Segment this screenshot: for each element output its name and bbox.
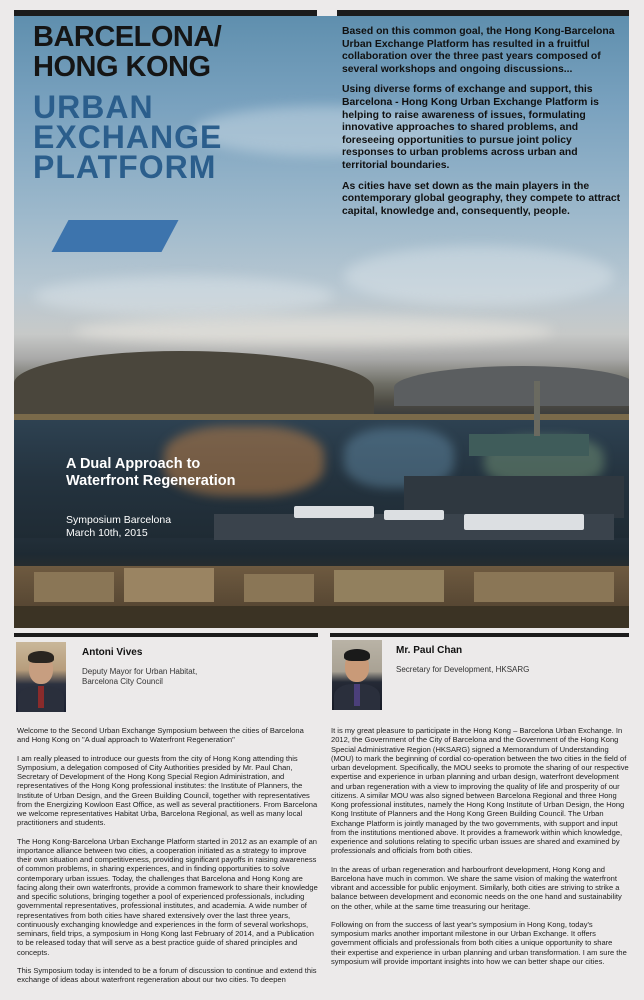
intro-paragraph: Using diverse forms of exchange and support, this Barcelona - Hong Kong Urban Exchange Platform is helping to raise awareness of issues, formulating innovative approaches to shared problems, and foreseeing opportunities to pursue joint policy responses to urban problems across urban and territorial boundaries. <box>342 84 599 171</box>
body-paragraph: This Symposium today is intended to be a forum of discussion to continue and extend this exchange of ideas about waterfront regeneration about our two cities. To deepen <box>17 965 317 984</box>
event-name: Symposium Barcelona <box>66 514 172 526</box>
page-subtitle <box>33 89 223 185</box>
building <box>34 572 114 602</box>
cruise-terminal <box>469 434 589 456</box>
speaker-role-line: Barcelona City Council <box>82 677 163 686</box>
intro-paragraph: As cities have set down as the main players in the contemporary global geography, they compete to attract capital, knowledge and, consequently, people. <box>342 180 621 217</box>
body-paragraph: It is my great pleasure to participate in the Hong Kong – Barcelona Urban Exchange. In 2012, the Government of the City of Barcelona and the Government of the Hong Kong Special Administrative Region (HKSARG) signed a Memorandum of Understanding (MOU) to mark the beginning of cordial co-operation between the two cities in the field of urban development. Specifically, the MOU seeks to promote the sharing of our respective expertise and experience in urban planning and urban design, waterfront development and urban regeneration with a view to improving the quality of life and prosperity of our citizens. A similar MOU was also signed between Barcelona Regional and three Hong Kong professional institutes, namely the Hong Kong Institute of Urban Design, the Hong Kong Institute of Planners and the Hong Kong Green Building Council. The Urban Exchange Platform is jointly managed by the two governments, with support and input from the institutions mentioned above. It provides a framework within which knowledge, experience and solutions relating to specific urban issues are shared and examined by professionals and officials from both cities. <box>331 726 629 856</box>
body-paragraph: The Hong Kong-Barcelona Urban Exchange Platform started in 2012 as an example of an importance alliance between two cities, a cooperation initiated as a strategy to improve their own situation and competitiveness, providing significant payoffs in raising awareness of common problems, in sharing experiences, and in finding opportunities to solve contemporary urban issues. Today, the challenges that Barcelona and Hong Kong are facing along their own waterfronts, provide a common framework to share their knowledge and specific solutions, bringing together a pool of experienced professionals, including governmental representatives, professional institutes, and academia. A wide number of representatives from both cities have shared extensively over the last three years, continuously exchanging knowledge and experiences in the form of several workshops, seminars, field trips, a symposium in Hong Kong last February of 2014, and a Publication to be released today that will serve as a best practice guide of shared principles and concepts. <box>17 836 318 957</box>
section-rule-left <box>14 633 318 637</box>
speaker-name: Mr. Paul Chan <box>396 645 463 656</box>
yacht <box>384 510 444 520</box>
event-date: March 10th, 2015 <box>66 527 148 539</box>
speaker-role-line: Secretary for Development, HKSARG <box>396 665 530 674</box>
speaker-role <box>82 667 197 687</box>
subtitle-line-2: EXCHANGE <box>33 119 223 155</box>
yacht <box>464 514 584 530</box>
body-paragraph: I am really pleased to introduce our guests from the city of Hong Kong attending this Symposium, a delegation composed of City Authorities presided by Mr. Paul Chan, Secretary of Development of the Hong Kong Special Region Administration, and representatives of the Hong Kong professional institutes: the Institute of Planners, the Institute of Urban Design, and the Green Building Council, together with representatives from the Energizing Kowloon East Office, as well as several practitioners. From Barcelona we welcome representatives Habitat Urba, Barcelona Regional, as well as many local practitioners and students. <box>17 753 318 828</box>
page-title <box>33 22 221 82</box>
speaker-role <box>396 665 529 675</box>
body-paragraph: Welcome to the Second Urban Exchange Symposium between the cities of Barcelona and Hong Kong on "A dual approach to Waterfront Regeneration" <box>17 726 304 745</box>
distant-hills <box>394 366 629 406</box>
left-column <box>17 726 318 993</box>
blue-parallelogram-graphic <box>51 220 178 252</box>
tree-line <box>14 606 629 628</box>
event-title: A Dual Approach to Waterfront Regeneration <box>66 456 236 489</box>
section-rule-right <box>330 633 629 637</box>
speaker-name: Antoni Vives <box>82 647 143 658</box>
building <box>474 572 614 602</box>
title-line-1: BARCELONA/ <box>33 21 222 53</box>
cloud <box>344 246 614 306</box>
subtitle-line-3: PLATFORM <box>33 149 217 185</box>
yacht <box>294 506 374 518</box>
tower <box>534 381 540 436</box>
event-info <box>66 514 171 540</box>
body-paragraph: Following on from the success of last year's symposium in Hong Kong, today's symposium marks another important milestone in our Urban Exchange. It offers government officials and professionals from both cities a unique opportunity to share their expertise and experience in urban planning and urban transformation. I am sure the symposium will provide important insights into how we can better shape our cities. <box>331 919 627 966</box>
intro-text <box>342 26 624 226</box>
building <box>244 574 314 602</box>
speaker-role-line: Deputy Mayor for Urban Habitat, <box>82 667 198 676</box>
right-column <box>331 726 629 975</box>
intro-paragraph: Based on this common goal, the Hong Kong-Barcelona Urban Exchange Platform has resulted in a fruitful collaboration over the three past years composed of several workshops and ongoing discussions... <box>342 26 615 75</box>
speaker-photo-chan <box>332 640 382 710</box>
body-paragraph: In the areas of urban regeneration and harbourfront development, Hong Kong and Barcelona have much in common. We share the same vision of making the waterfront vibrant and accessible for public enjoyment. Similarly, both cities are striving to strike a balance between development and economic needs on the one hand and sustainability on the other, while at the same time treasuring our heritage. <box>331 864 622 911</box>
speaker-photo-vives <box>16 642 66 712</box>
building <box>124 568 214 602</box>
cloud <box>74 316 554 346</box>
subtitle-line-1: URBAN <box>33 89 154 125</box>
cloud <box>34 276 334 316</box>
title-line-2: HONG KONG <box>33 51 211 83</box>
building <box>334 570 444 602</box>
montjuic-hill <box>14 351 374 421</box>
